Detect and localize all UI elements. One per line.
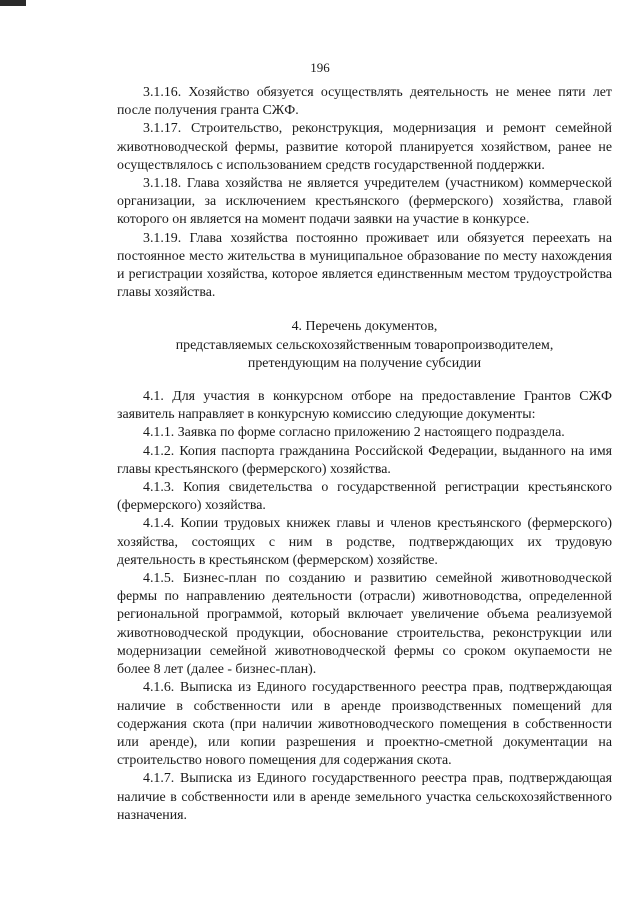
paragraph-4-1-5: 4.1.5. Бизнес-план по созданию и развитию семейной животноводческой фермы по направлению деятельности (отрасли) животноводства, определенной региональной программой, который включает увеличение объема реализуемой животноводческой продукции, обоснование строительства, реконструкции или модернизации семейной животноводческой фермы со сроком окупаемости не более 8 лет (далее - бизнес-план). xyxy=(117,571,612,678)
paragraph-3-1-16: 3.1.16. Хозяйство обязуется осуществлять деятельность не менее пяти лет после получения гранта СЖФ. xyxy=(117,85,612,119)
paragraph-4-1-7: 4.1.7. Выписка из Единого государственного реестра прав, подтверждающая наличие в собственности или в аренде земельного участка сельскохозяйственного назначения. xyxy=(117,771,612,823)
section-heading xyxy=(117,318,612,373)
paragraph-4-1: 4.1. Для участия в конкурсном отборе на предоставление Грантов СЖФ заявитель направляет в конкурсную комиссию следующие документы: xyxy=(117,389,612,423)
section-heading-line-1: 4. Перечень документов, xyxy=(291,319,438,335)
paragraph-4-1-1: 4.1.1. Заявка по форме согласно приложению 2 настоящего подраздела. xyxy=(143,425,565,441)
paragraph-4-1-3: 4.1.3. Копия свидетельства о государственной регистрации крестьянского (фермерского) хозяйства. xyxy=(117,480,612,514)
paragraph-4-1-6: 4.1.6. Выписка из Единого государственного реестра прав, подтверждающая наличие в собственности или в аренде производственных помещений для содержания скота (при наличии животноводческого помещения в собственности или аренде), или копии разрешения и проектно-сметной документации на строительство нового помещения для содержания скота. xyxy=(117,680,612,769)
paragraph-3-1-17: 3.1.17. Строительство, реконструкция, модернизация и ремонт семейной животноводческой фермы, развитие которой планируется хозяйством, ранее не осуществлялось с использованием средств государственной поддержки. xyxy=(117,121,612,173)
scan-corner-mark xyxy=(0,0,26,6)
paragraph-4-1-4: 4.1.4. Копии трудовых книжек главы и членов крестьянского (фермерского) хозяйства, состоящих с ним в родстве, подтверждающих их трудовую деятельность в крестьянском (фермерском) хозяйстве. xyxy=(117,516,612,568)
section-heading-line-2: представляемых сельскохозяйственным товаропроизводителем, xyxy=(175,337,554,353)
paragraph-4-1-2: 4.1.2. Копия паспорта гражданина Российской Федерации, выданного на имя главы крестьянского (фермерского) хозяйства. xyxy=(117,443,612,477)
page-number: 196 xyxy=(310,60,330,75)
section-heading-line-3: претендующим на получение субсидии xyxy=(247,355,482,371)
paragraph-3-1-18: 3.1.18. Глава хозяйства не является учредителем (участником) коммерческой организации, за исключением крестьянского (фермерского) хозяйства, главой которого он является на момент подачи заявки на участие в конкурсе. xyxy=(117,176,612,228)
paragraph-3-1-19: 3.1.19. Глава хозяйства постоянно проживает или обязуется переехать на постоянное место жительства в муниципальное образование по месту нахождения и регистрации хозяйства, которое является единственным местом трудоустройства главы хозяйства. xyxy=(117,230,612,301)
document-body xyxy=(117,84,612,825)
